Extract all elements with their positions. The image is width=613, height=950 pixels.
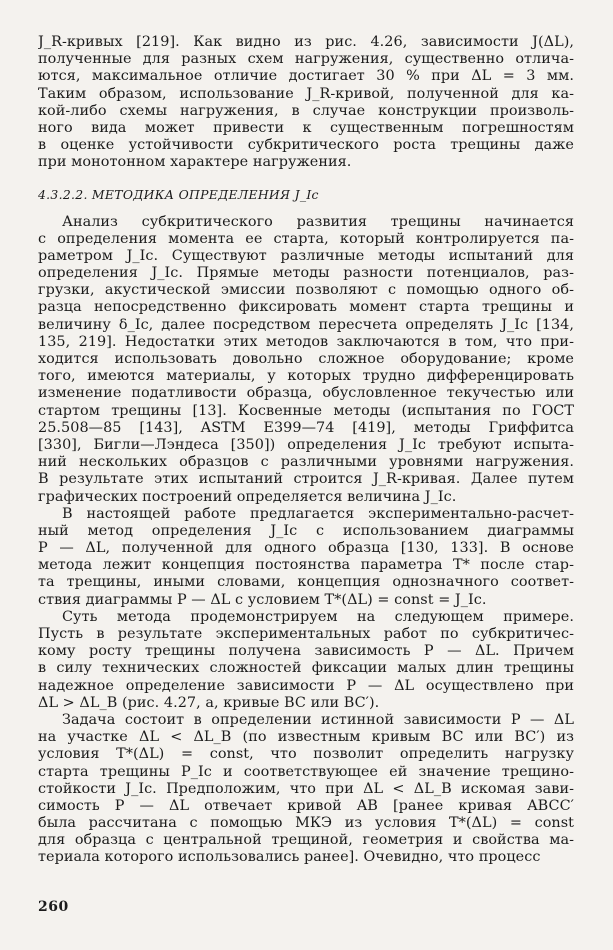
text-line: ходится использовать довольно сложное оборудование; кроме xyxy=(38,351,574,367)
text-line: J_R-кривых [219]. Как видно из рис. 4.26, зависимости J(ΔL), xyxy=(38,34,574,50)
text-line: ного вида может привести к существенным погрешностям xyxy=(38,119,574,136)
paragraph xyxy=(38,34,574,172)
text-line: P — ΔL, полученной для одного образца [130, 133]. В основе xyxy=(38,540,574,557)
text-line: при монотонном характере нагружения. xyxy=(38,154,352,171)
text-line: кой-либо схемы нагружения, в случае конструкции произволь- xyxy=(38,102,574,119)
text-line: в силу технических сложностей фиксации малых длин трещины xyxy=(38,660,574,677)
text-line: ются, максимальное отличие достигает 30 % при ΔL = 3 мм. xyxy=(38,68,574,85)
paragraph xyxy=(38,214,574,506)
text-line: териала которого использовались ранее]. Очевидно, что процесс xyxy=(38,849,541,866)
text-line: определения J_Ic. Прямые методы разности потенциалов, раз- xyxy=(38,265,574,282)
text-line: с определения момента ее старта, который контролируется па- xyxy=(38,230,574,247)
section-heading: 4.3.2.2. МЕТОДИКА ОПРЕДЕЛЕНИЯ J_Ic xyxy=(38,186,319,202)
text-line: разца непосредственно фиксировать момент старта трещины и xyxy=(38,299,574,316)
text-line: В результате этих испытаний строится J_R-кривая. Далее путем xyxy=(38,471,574,488)
text-line: В настоящей работе предлагается экспериментально-расчет- xyxy=(62,505,574,522)
text-line: Анализ субкритического развития трещины начинается xyxy=(62,213,574,230)
text-line: 25.508—85 [143], ASTM E399—74 [419], методы Гриффитса xyxy=(38,419,574,436)
text-line: [330], Бигли—Лэндеса [350]) определения J_Ic требуют испыта- xyxy=(38,436,574,453)
text-line: Пусть в результате экспериментальных работ по субкритичес- xyxy=(38,626,574,642)
text-line: стартом трещины [13]. Косвенные методы (испытания по ГОСТ xyxy=(38,402,574,419)
text-line: того, имеются материалы, у которых трудно дифференцировать xyxy=(38,368,574,385)
text-line: ΔL > ΔL_B (рис. 4.27, а, кривые BC или BC′). xyxy=(38,694,380,711)
text-line: симость P — ΔL отвечает кривой AB [ранее кривая ABCC′ xyxy=(38,797,574,814)
text-line: для образца с центральной трещиной, геометрия и свойства ма- xyxy=(38,832,574,849)
text-line: Таким образом, использование J_R-кривой, полученной для ка- xyxy=(38,85,574,102)
text-line: изменение податливости образца, обусловленное текучестью или xyxy=(38,385,574,402)
text-line: графических построений определяется величина J_Ic. xyxy=(38,488,457,505)
text-line: была рассчитана с помощью МКЭ из условия T*(ΔL) = const xyxy=(38,815,574,832)
text-line: условия T*(ΔL) = const, что позволит определить нагрузку xyxy=(38,746,574,763)
text-line: величину δ_Ic, далее посредством пересчета определять J_Ic [134, xyxy=(38,316,574,333)
text-line: кому росту трещины получена зависимость P — ΔL. Причем xyxy=(38,643,574,660)
text-line: ствия диаграммы P — ΔL с условием T*(ΔL) = const = J_Ic. xyxy=(38,591,487,608)
text-line: метода лежит концепция постоянства параметра T* после стар- xyxy=(38,557,574,574)
text-line: ный метод определения J_Ic с использованием диаграммы xyxy=(38,522,574,539)
text-line: 135, 219]. Недостатки этих методов заключаются в том, что при- xyxy=(38,333,574,350)
paragraph xyxy=(38,506,574,609)
text-line: стойкости J_Ic. Предположим, что при ΔL < ΔL_B искомая зави- xyxy=(38,780,574,797)
page-number: 260 xyxy=(38,899,69,915)
text-line: на участке ΔL < ΔL_B (по известным кривым BC или BC′) из xyxy=(38,729,574,746)
paragraph-intro xyxy=(38,34,574,172)
paragraph xyxy=(38,609,574,712)
text-line: старта трещины P_Ic и соответствующее ей значение трещино- xyxy=(38,763,574,780)
paragraph xyxy=(38,712,574,867)
text-line: та трещины, иными словами, концепция однозначного соответ- xyxy=(38,574,574,591)
body-text xyxy=(38,214,574,867)
text-line: Задача состоит в определении истинной зависимости P — ΔL xyxy=(62,711,574,728)
text-line: Суть метода продемонстрируем на следующем примере. xyxy=(62,608,574,625)
text-line: надежное определение зависимости P — ΔL осуществлено при xyxy=(38,677,574,694)
text-line: полученные для разных схем нагружения, существенно отлича- xyxy=(38,51,574,68)
text-line: в оценке устойчивости субкритического роста трещины даже xyxy=(38,137,574,154)
document-page xyxy=(38,34,574,867)
text-line: раметром J_Ic. Существуют различные методы испытаний для xyxy=(38,247,574,264)
text-line: грузки, акустической эмиссии позволяют с помощью одного об- xyxy=(38,282,574,299)
text-line: ний нескольких образцов с различными уровнями нагружения. xyxy=(38,454,574,471)
